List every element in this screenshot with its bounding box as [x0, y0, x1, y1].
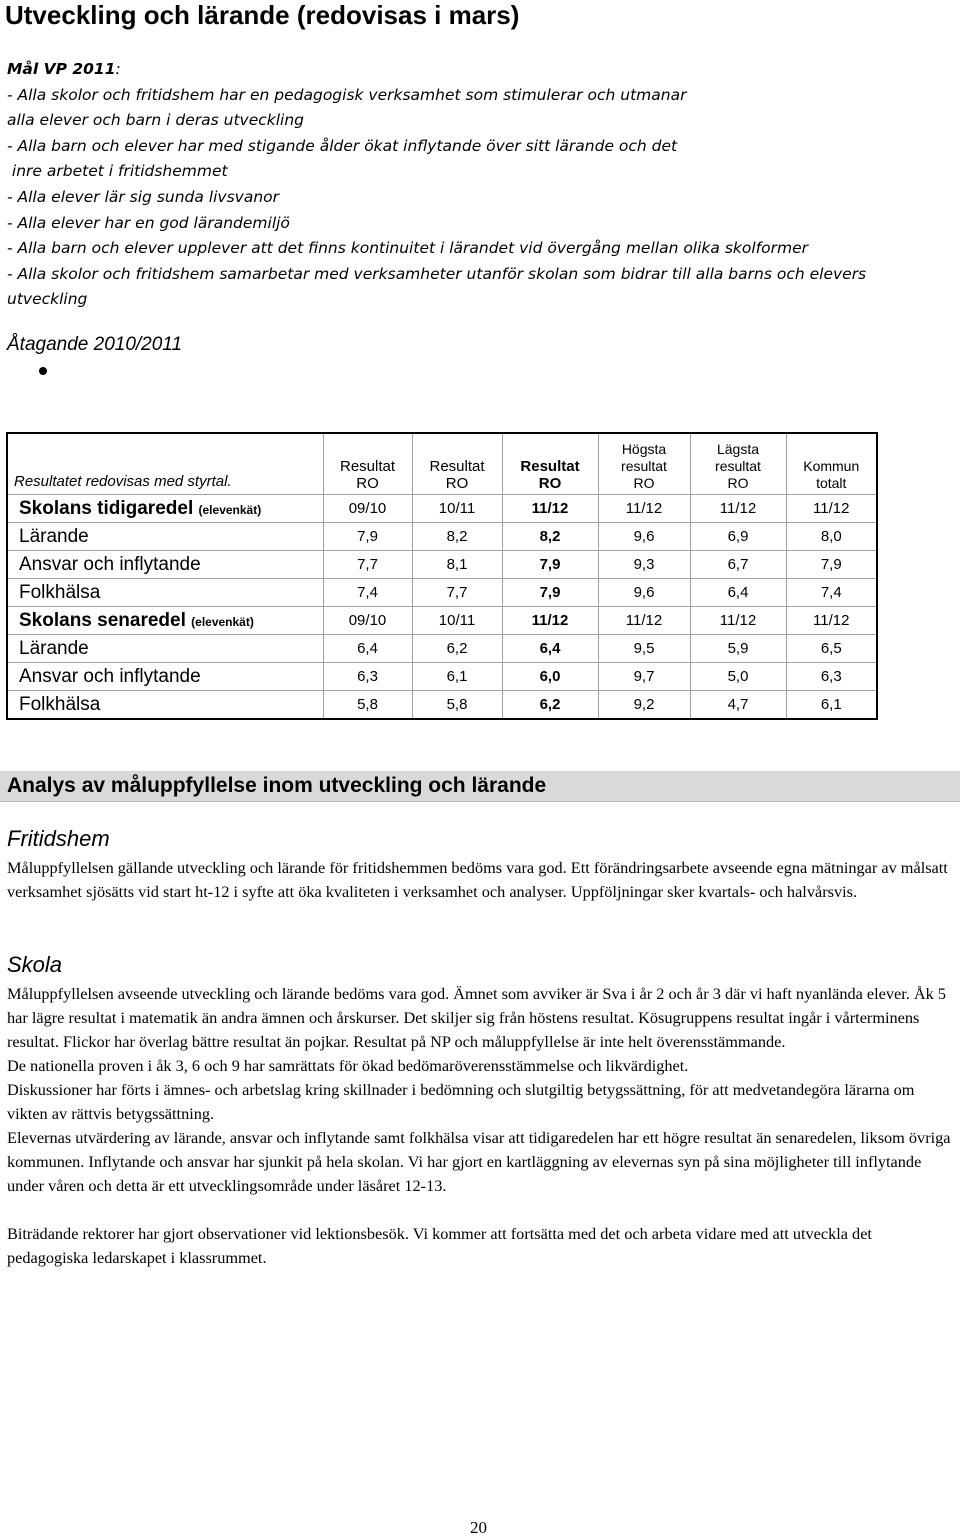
table-cell: 5,0 [690, 663, 786, 691]
table-cell: 6,0 [502, 663, 598, 691]
table-row [7, 551, 877, 579]
table-row [7, 607, 877, 635]
goal-line: - Alla barn och elever har med stigande ålder ökat inflytande över sitt lärande och det [7, 136, 678, 155]
goal-line: - Alla skolor och fritidshem samarbetar med verksamheter utanför skolan som bidrar till alla barns och elevers [7, 264, 867, 283]
goals-heading-line [7, 57, 952, 83]
table-cell: 6,4 [690, 579, 786, 607]
table-cell: 6,9 [690, 523, 786, 551]
table-cell: 7,7 [323, 551, 412, 579]
bullet-icon [39, 367, 47, 375]
table-cell: 6,7 [690, 551, 786, 579]
table-note: Resultatet redovisas med styrtal. [7, 433, 323, 495]
row-label: Folkhälsa [7, 691, 323, 720]
table-cell: 11/12 [598, 607, 690, 635]
table-cell: 6,4 [502, 635, 598, 663]
row-label: Lärande [7, 635, 323, 663]
table-cell: 5,8 [412, 691, 502, 720]
table-cell: 6,5 [786, 635, 877, 663]
goal-line: - Alla elever har en god lärandemiljö [7, 213, 290, 232]
table-cell: 11/12 [598, 495, 690, 523]
paragraph: Måluppfyllelsen gällande utveckling och lärande för fritidshemmen bedöms vara god. Ett förändringsarbete avseende egna mätningar av målsatt verksamhet sjösätts vid start ht-12 i syfte att öka kvaliteten i verksamhet och analyser. Uppföljningar sker kvartals- och halvårsvis. [7, 858, 948, 901]
table-cell: 6,2 [412, 635, 502, 663]
table-cell: 09/10 [323, 495, 412, 523]
table-cell: 10/11 [412, 607, 502, 635]
row-sublabel: (elevenkät) [191, 614, 254, 629]
table-header-row [7, 433, 877, 495]
table-row [7, 523, 877, 551]
table-cell: 11/12 [690, 607, 786, 635]
table-cell: 6,2 [502, 691, 598, 720]
table-cell: 11/12 [786, 495, 877, 523]
table-cell: 7,7 [412, 579, 502, 607]
table-cell: 4,7 [690, 691, 786, 720]
table-cell: 9,3 [598, 551, 690, 579]
table-cell: 09/10 [323, 607, 412, 635]
table-cell: 7,9 [323, 523, 412, 551]
table-cell: 11/12 [502, 607, 598, 635]
goal-line: alla elever och barn i deras utveckling [7, 111, 305, 130]
table-cell: 11/12 [690, 495, 786, 523]
table-cell: 9,5 [598, 635, 690, 663]
goals-section [7, 57, 952, 313]
row-label: Lärande [7, 523, 323, 551]
row-label: Ansvar och inflytande [7, 551, 323, 579]
skola-text [7, 982, 957, 1270]
row-label: Folkhälsa [7, 579, 323, 607]
table-cell: 7,9 [502, 579, 598, 607]
table-row [7, 635, 877, 663]
skola-heading: Skola [7, 952, 63, 977]
analysis-title: Analys av måluppfyllelse inom utveckling och lärande [7, 774, 547, 797]
table-cell: 9,6 [598, 523, 690, 551]
goals-heading-colon: : [115, 60, 121, 78]
table-cell: 6,4 [323, 635, 412, 663]
table-cell: 7,9 [502, 551, 598, 579]
table-cell: 8,2 [412, 523, 502, 551]
table-cell: 6,1 [786, 691, 877, 720]
table-cell: 6,1 [412, 663, 502, 691]
table-cell: 5,8 [323, 691, 412, 720]
column-header: Lägsta resultat RO [690, 433, 786, 495]
table-cell: 8,0 [786, 523, 877, 551]
goal-line: utveckling [7, 290, 88, 309]
table-cell: 8,2 [502, 523, 598, 551]
results-table [6, 432, 878, 720]
page-title: Utveckling och lärande (redovisas i mars) [5, 0, 520, 30]
table-cell: 9,2 [598, 691, 690, 720]
table-cell: 9,7 [598, 663, 690, 691]
table-cell: 5,9 [690, 635, 786, 663]
table-cell: 6,3 [786, 663, 877, 691]
paragraph: Elevernas utvärdering av lärande, ansvar och inflytande samt folkhälsa visar att tidigaredelen har ett högre resultat än senaredelen, liksom övriga kommunen. Inflytande och ansvar har sjunkit på hela skolan. Vi har gjort en kartläggning av elevernas syn på sina möjligheter till inflytande under våren och detta är ett utvecklingsområde under läsåret 12-13. [7, 1128, 951, 1195]
fritidshem-text [7, 856, 957, 904]
goal-line: - Alla elever lär sig sunda livsvanor [7, 187, 279, 206]
table-cell: 11/12 [786, 607, 877, 635]
page-number: 20 [470, 1518, 487, 1537]
table-row [7, 579, 877, 607]
row-label: Skolans tidigaredel [19, 497, 194, 519]
column-header: Resultat RO [412, 433, 502, 495]
table-row [7, 691, 877, 720]
paragraph: Biträdande rektorer har gjort observationer vid lektionsbesök. Vi kommer att fortsätta med det och arbeta vidare med att utveckla det pedagogiska ledarskapet i klassrummet. [7, 1224, 872, 1267]
row-label: Skolans senaredel [19, 609, 186, 631]
table-row [7, 663, 877, 691]
table-cell: 10/11 [412, 495, 502, 523]
table-cell: 7,9 [786, 551, 877, 579]
row-label: Ansvar och inflytande [7, 663, 323, 691]
table-cell: 11/12 [502, 495, 598, 523]
column-header: Högsta resultat RO [598, 433, 690, 495]
goal-line: inre arbetet i fritidshemmet [7, 162, 228, 181]
table-cell: 7,4 [323, 579, 412, 607]
column-header: Resultat RO [323, 433, 412, 495]
fritidshem-heading: Fritidshem [7, 826, 110, 851]
row-sublabel: (elevenkät) [198, 502, 262, 517]
table-cell: 9,6 [598, 579, 690, 607]
column-header: Kommun totalt [786, 433, 877, 495]
table-row [7, 495, 877, 523]
table-cell: 8,1 [412, 551, 502, 579]
goals-heading: Mål VP 2011 [7, 60, 116, 78]
paragraph: Diskussioner har förts i ämnes- och arbetslag kring skillnader i bedömning och slutgiltig betygssättning, för att medvetandegöra lärarna om vikten av rättvis betygssättning. [7, 1080, 915, 1123]
paragraph: Måluppfyllelsen avseende utveckling och lärande bedöms vara god. Ämnet som avviker är Sva i år 2 och år 3 där vi haft nyanlända elever. Åk 5 har lägre resultat i matematik än andra ämnen och årskurser. Det skiljer sig från höstens resultat. Kösugruppens resultat ingår i vårterminens resultat. Flickor har överlag bättre resultat än pojkar. Resultat på NP och måluppfyllelse är inte helt överensstämmande. [7, 984, 947, 1051]
goal-line: - Alla barn och elever upplever att det finns kontinuitet i lärandet vid övergång mellan olika skolformer [7, 239, 808, 258]
paragraph: De nationella proven i åk 3, 6 och 9 har samrättats för ökad bedömaröverensstämmelse och likvärdighet. [7, 1056, 689, 1075]
table-cell: 6,3 [323, 663, 412, 691]
commitment-heading: Åtagande 2010/2011 [7, 334, 183, 355]
goal-line: - Alla skolor och fritidshem har en pedagogisk verksamhet som stimulerar och utmanar [7, 85, 687, 104]
table-cell: 7,4 [786, 579, 877, 607]
column-header: Resultat RO [502, 433, 598, 495]
